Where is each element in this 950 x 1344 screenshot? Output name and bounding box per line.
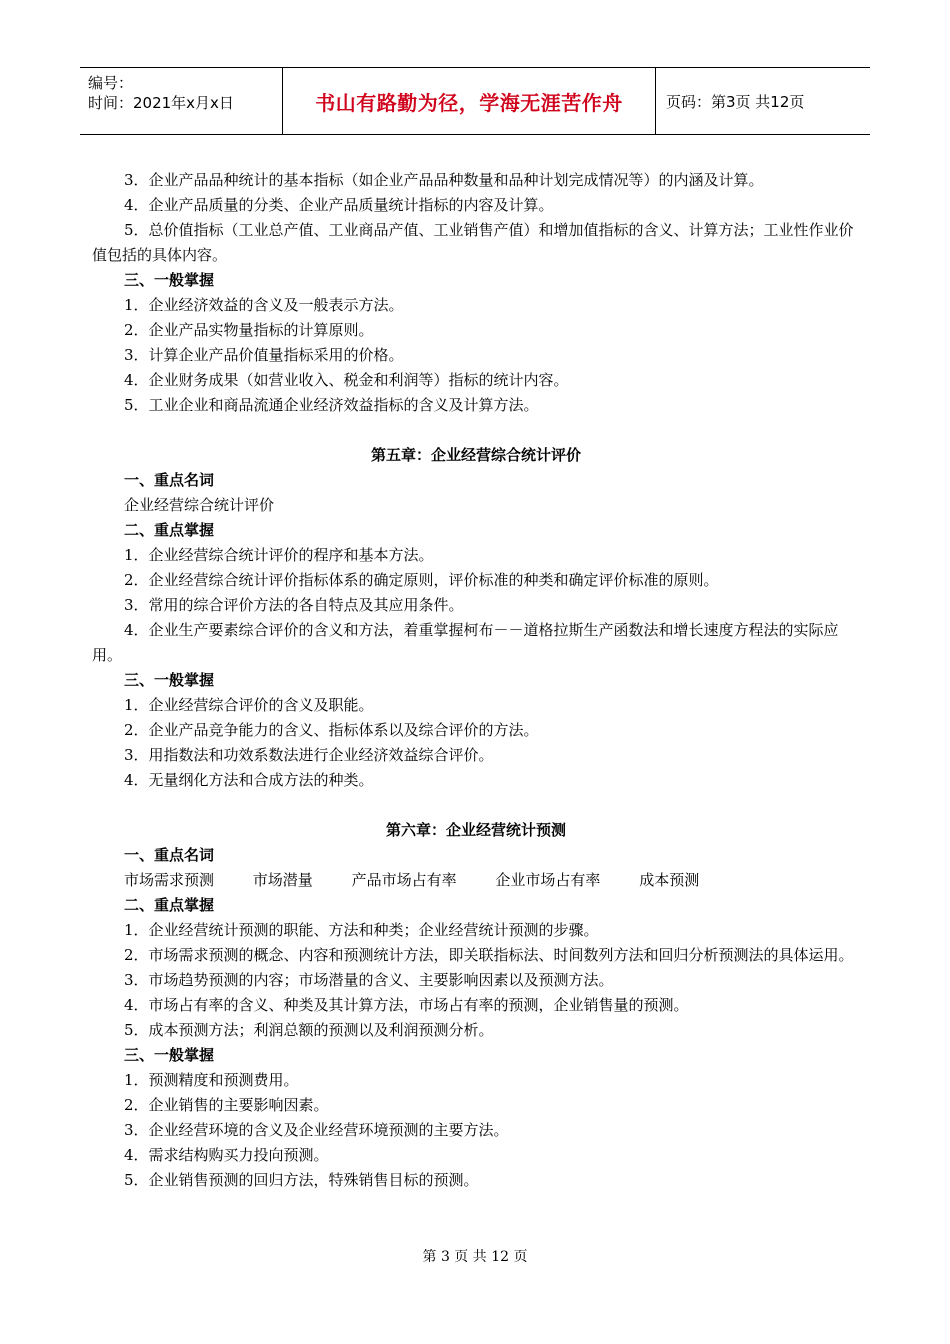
header-motto-cell [282, 68, 656, 134]
list-item: 3．企业经营环境的含义及企业经营环境预测的主要方法。 [124, 1121, 509, 1139]
section-heading: 三、一般掌握 [124, 271, 215, 289]
list-item: 4．无量纲化方法和合成方法的种类。 [124, 771, 374, 789]
list-item: 2．企业产品实物量指标的计算原则。 [124, 321, 374, 339]
list-item: 4．企业生产要素综合评价的含义和方法，着重掌握柯布－－道格拉斯生产函数法和增长速度方程法的实际应用。 [92, 621, 839, 664]
list-item: 1．企业经营综合统计评价的程序和基本方法。 [124, 546, 434, 564]
list-item: 4．市场占有率的含义、种类及其计算方法，市场占有率的预测，企业销售量的预测。 [124, 996, 689, 1014]
term: 企业市场占有率 [495, 871, 601, 889]
list-item: 1．预测精度和预测费用。 [124, 1071, 299, 1089]
list-item: 2．企业产品竞争能力的含义、指标体系以及综合评价的方法。 [124, 721, 539, 739]
chapter-title: 第六章：企业经营统计预测 [385, 821, 566, 839]
list-item: 2．企业销售的主要影响因素。 [124, 1096, 329, 1114]
header-left-cell [80, 68, 282, 134]
chapter-title: 第五章：企业经营综合统计评价 [370, 446, 581, 464]
section-heading: 一、重点名词 [124, 471, 215, 489]
time-label: 时间：2021年x月x日 [88, 94, 234, 112]
list-item: 5．总价值指标（工业总产值、工业商品产值、工业销售产值）和增加值指标的含义、计算方法；工业性作业价值包括的具体内容。 [92, 221, 854, 264]
list-item: 2．企业经营综合统计评价指标体系的确定原则，评价标准的种类和确定评价标准的原则。 [124, 571, 719, 589]
list-item: 3．企业产品品种统计的基本指标（如企业产品品种数量和品种计划完成情况等）的内涵及计算。 [124, 171, 764, 189]
motto-text: 书山有路勤为径，学海无涯苦作舟 [315, 90, 623, 115]
section-heading: 三、一般掌握 [124, 1046, 215, 1064]
list-item: 1．企业经营综合评价的含义及职能。 [124, 696, 374, 714]
list-item: 3．用指数法和功效系数法进行企业经济效益综合评价。 [124, 746, 494, 764]
document-body [92, 168, 860, 1193]
term: 企业经营综合统计评价 [124, 496, 275, 514]
term: 市场需求预测 [124, 871, 215, 889]
section-heading: 一、重点名词 [124, 846, 215, 864]
list-item: 3．计算企业产品价值量指标采用的价格。 [124, 346, 404, 364]
list-item: 1．企业经营统计预测的职能、方法和种类；企业经营统计预测的步骤。 [124, 921, 599, 939]
header-page-cell [656, 68, 870, 134]
list-item: 2．市场需求预测的概念、内容和预测统计方法，即关联指标法、时间数列方法和回归分析预测法的具体运用。 [124, 946, 854, 964]
page-header [80, 67, 870, 135]
list-item: 4．企业产品质量的分类、企业产品质量统计指标的内容及计算。 [124, 196, 554, 214]
term: 成本预测 [639, 871, 700, 889]
page-footer: 第 3 页 共 12 页 [422, 1249, 528, 1265]
list-item: 4．企业财务成果（如营业收入、税金和利润等）指标的统计内容。 [124, 371, 569, 389]
section-heading: 二、重点掌握 [124, 521, 215, 539]
section-heading: 二、重点掌握 [124, 896, 215, 914]
list-item: 1．企业经济效益的含义及一般表示方法。 [124, 296, 404, 314]
list-item: 5．工业企业和商品流通企业经济效益指标的含义及计算方法。 [124, 396, 539, 414]
section-heading: 三、一般掌握 [124, 671, 215, 689]
list-item: 5．企业销售预测的回归方法，特殊销售目标的预测。 [124, 1171, 479, 1189]
list-item: 4．需求结构购买力投向预测。 [124, 1146, 329, 1164]
number-label: 编号： [88, 74, 134, 92]
page-label: 页码：第3页 共12页 [666, 92, 805, 111]
list-item: 3．市场趋势预测的内容；市场潜量的含义、主要影响因素以及预测方法。 [124, 971, 614, 989]
term: 产品市场占有率 [351, 871, 457, 889]
term: 市场潜量 [252, 871, 313, 889]
list-item: 3．常用的综合评价方法的各自特点及其应用条件。 [124, 596, 464, 614]
list-item: 5．成本预测方法；利润总额的预测以及利润预测分析。 [124, 1021, 494, 1039]
term-list [92, 868, 860, 893]
